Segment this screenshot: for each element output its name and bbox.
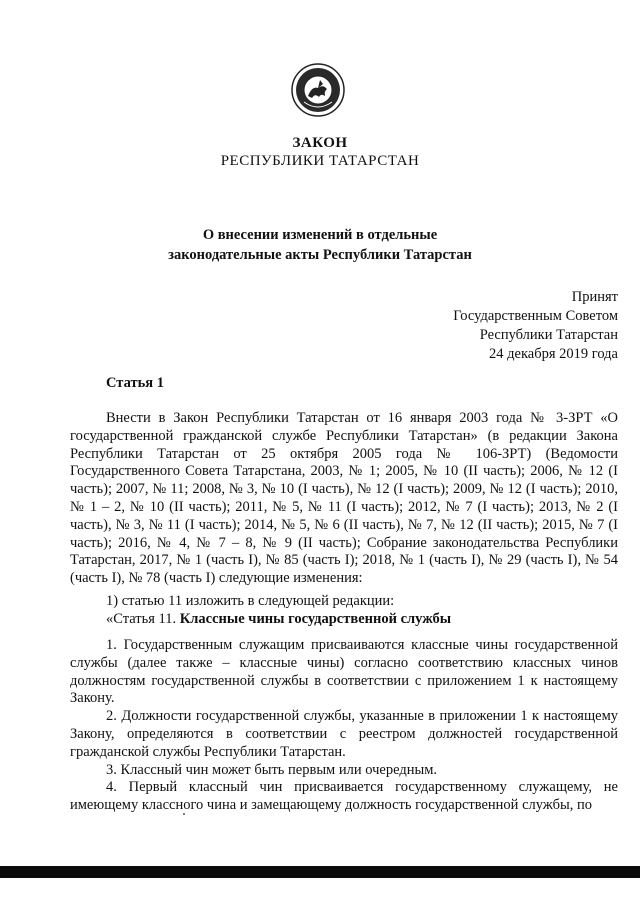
scan-edge-bar: [0, 866, 640, 878]
law-subtitle: РЕСПУБЛИКИ ТАТАРСТАН: [220, 153, 420, 169]
accepted-line-1: Принят: [571, 289, 618, 305]
law-subject: [0, 225, 640, 265]
acceptance-block: [453, 288, 618, 364]
accepted-line-2: Государственным Советом: [453, 308, 618, 324]
subject-line-2: законодательные акты Республики Татарстан: [168, 247, 472, 263]
accepted-line-3: Республики Татарстан: [479, 327, 618, 343]
intro-paragraph: Внести в Закон Республики Татарстан от 16 января 2003 года № 3-ЗРТ «О государственной гражданской службе Республики Татарстан» (в редакции Закона Республики Татарстан от 25 октября 2005 года № 106-ЗРТ) (Ведомости Государственного Совета Татарстана, 2003, № 1; 2005, № 10 (II часть); 2006, № 12 (I часть); 2007, № 11; 2008, № 3, № 10 (I часть), № 12 (I часть); 2009, № 12 (I часть); 2010, № 1 – 2, № 10 (II часть); 2011, № 5, № 11 (I часть); 2012, № 7 (I часть); 2013, № 2 (I часть), № 3, № 11 (I часть); 2014, № 5, № 6 (II часть), № 7, № 12 (II часть); 2015, № 7 (I часть); 2016, № 4, № 7 – 8, № 9 (II часть); Собрание законодательства Республики Татарстан, 2017, № 1 (часть I), № 85 (часть I); 2018, № 1 (часть I), № 29 (часть I), № 54 (часть I), № 78 (часть I) следующие изменения:: [70, 410, 618, 587]
quote-prefix: «Статья 11.: [106, 610, 180, 627]
scan-speck: [183, 813, 185, 815]
article-intro: [70, 410, 618, 588]
quoted-article-heading: [70, 611, 618, 629]
subject-line-1: О внесении изменений в отдельные: [202, 227, 438, 243]
accepted-date: 24 декабря 2019 года: [489, 346, 618, 362]
clause-1: 1. Государственным служащим присваиваются классные чины государственной службы (далее также – классные чины) согласно соответствию классных чинов должностям государственной службы в соответствии с приложением 1 к настоящему Закону.: [70, 637, 618, 707]
clause-3: 3. Классный чин может быть первым или очередным.: [106, 761, 438, 778]
amendment-item-1: [70, 593, 618, 629]
clause-4: 4. Первый классный чин присваивается государственному служащему, не имеющему классного чина и замещающему должность государственной службы, по: [70, 779, 618, 814]
quote-title: Классные чины государственной службы: [179, 610, 452, 627]
tatarstan-coat-of-arms-icon: [290, 62, 346, 118]
clause-2: 2. Должности государственной службы, указанные в приложении 1 к настоящему Закону, определяются в соответствии с реестром должностей государственной гражданской службы Республики Татарстан.: [70, 708, 618, 760]
law-title: ЗАКОН: [292, 135, 348, 151]
clauses-block: [70, 637, 618, 815]
article-heading: Статья 1: [106, 375, 164, 391]
item-1-text: 1) статью 11 изложить в следующей редакции:: [106, 593, 395, 609]
